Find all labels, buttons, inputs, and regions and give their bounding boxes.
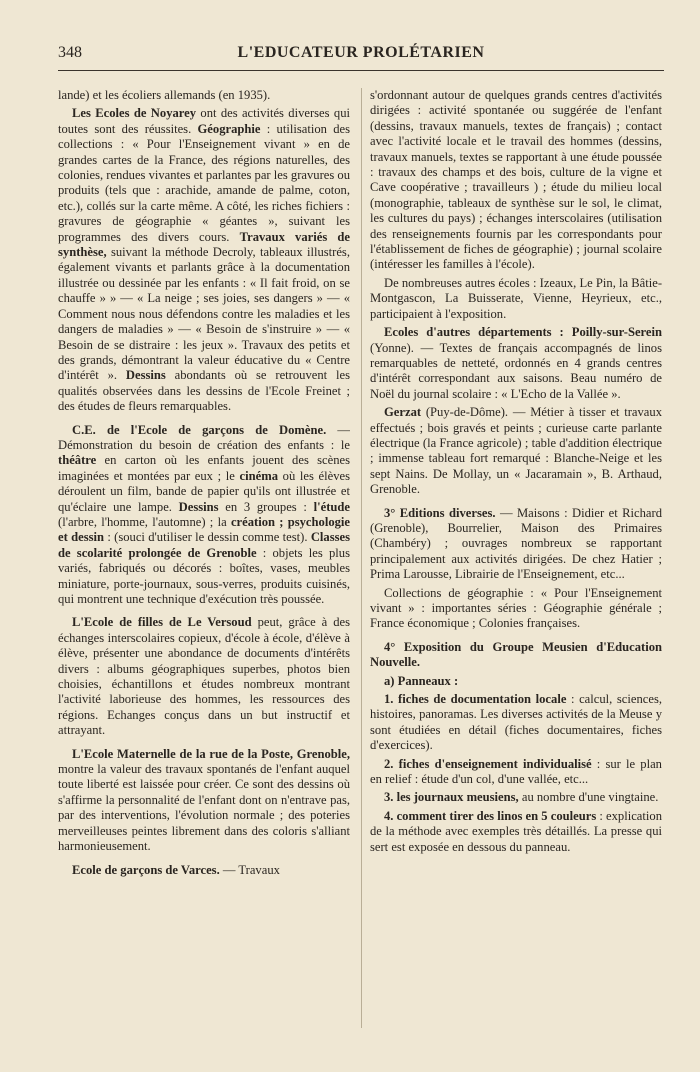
text-run: De nombreuses autres écoles : Izeaux, Le Pin, la Bâtie-Montgascon, La Buisserate, Vienne, Heyrieux, etc., participaient à l'exposition.: [370, 275, 662, 321]
paragraph: [370, 405, 662, 497]
text-run: — Démonstration du besoin de création des enfants : le: [58, 422, 350, 452]
text-run: : explication de la méthode avec exemples très détaillés. La presse qui sert est exposée en dessous du panneau.: [370, 808, 662, 854]
bold-run: création ; psychologie et dessin: [58, 514, 350, 545]
text-run: : utilisation des collections : « Pour l'Enseignement vivant » en de grandes cartes de la France, des régions naturelles, des colonies, rendues vivantes et parlantes par les gravures ou produits (tels que : arachide, amande de palme, coton, etc.), collés sur la carte même. A côté, les riches fichiers : gravures de géographie « géantes », suivant les programmes des divers cours.: [58, 121, 350, 244]
bold-run: théâtre: [58, 453, 97, 468]
text-run: lande) et les écoliers allemands (en 1935).: [58, 88, 271, 102]
bold-run: Gerzat: [384, 405, 422, 420]
text-run: (l'arbre, l'homme, l'automne) ; la: [58, 514, 231, 529]
text-run: s'ordonnant autour de quelques grands centres d'activités dirigées : activité spontanée ou suggérée de l'enfant (dessins, travaux manuels, textes de français) ; contact avec l'activité locale et le travail des hommes (dessins, travaux manuels, textes se rapportant à une étude poussée : travaux des champs et des bois, culture de la vigne et Cave coopérative ; travailleurs ) ; étude du milieu local (monographie, tableaux de synthèse sur le sol, le climat, les cultures du pays) ; échanges interscolaires (utilisation des renseignements fournis par les correspondants pour l'établissement de fiches de géographie) ; journal scolaire (intéresser les familles à l'école).: [370, 88, 662, 272]
bold-run: Dessins: [178, 499, 219, 514]
bold-run: Dessins: [125, 368, 166, 383]
text-run: : (souci d'utiliser le dessin comme test).: [104, 530, 311, 545]
text-run: : calcul, sciences, histoires, panoramas. Les diverses activités de la Meuse y sont étudiées en détail (fiches documentaires, fiches d'exercices).: [370, 692, 662, 753]
text-run: (Yonne). — Textes de français accompagnés de linos remarquables de netteté, ordonnés en 4 grands centres d'intérêt correspondant aux saisons. Beau numéro de Noël du journal scolaire : « L'Echo de la Vallée ».: [370, 340, 662, 401]
running-header: [58, 44, 664, 66]
text-run: en 3 groupes :: [218, 499, 314, 514]
bold-run: 4. comment tirer des linos en 5 couleurs: [384, 808, 597, 823]
right-column: [370, 88, 662, 1032]
bold-run: L'Ecole de filles de Le Versoud: [72, 615, 252, 630]
text-run: où les élèves déroulent un film, bande de papier qu'ils ont illustrée et qu'éclaire une lampe.: [58, 468, 350, 514]
page-number: 348: [58, 44, 82, 61]
paragraph: [58, 863, 350, 878]
bold-run: a) Panneaux :: [384, 673, 459, 688]
paragraph: [370, 674, 662, 689]
bold-run: Géographie: [197, 121, 261, 136]
journal-title: L'EDUCATEUR PROLÉTARIEN: [237, 44, 485, 61]
bold-run: Travaux variés de synthèse,: [58, 229, 350, 260]
paragraph: [370, 692, 662, 754]
text-run: : objets les plus variés, fabriqués ou décorés : boîtes, vases, meubles miniature, porte-journaux, sous-verres, produits cuisinés, qui montrent une technique d'exécution très poussée.: [58, 545, 350, 606]
bold-run: 1. fiches de documentation locale: [384, 692, 567, 707]
bold-run: cinéma: [239, 468, 278, 483]
paragraph: [370, 88, 662, 273]
bold-run: 3. les journaux meusiens,: [384, 790, 519, 805]
text-run: en carton où les enfants jouent des scènes imaginées et montées par eux ; le: [58, 453, 350, 483]
text-run: ont des activités diverses qui toutes sont des réussites.: [58, 106, 350, 136]
bold-run: C.E. de l'Ecole de garçons de Domène.: [72, 422, 327, 437]
paragraph: [370, 586, 662, 632]
bold-run: Ecole de garçons de Varces.: [72, 862, 220, 877]
paragraph: [370, 640, 662, 671]
paragraph: [370, 325, 662, 402]
text-run: abondants où se retrouvent les qualités observées dans les dessins de l'Ecole Freinet ; des études de fleurs remarquables.: [58, 368, 350, 414]
paragraph: [58, 747, 350, 855]
bold-run: 2. fiches d'enseignement individualisé: [384, 756, 592, 771]
header-rule: [58, 70, 664, 71]
text-run: Collections de géographie : « Pour l'Enseignement vivant » : importantes séries : Géographie générale ; France économique ; Colonies françaises.: [370, 585, 662, 631]
article-body: [58, 88, 664, 1032]
bold-run: l'étude: [313, 499, 350, 514]
bold-run: Classes de scolarité prolongée de Grenoble: [58, 530, 350, 560]
text-run: peut, grâce à des échanges interscolaires copieux, d'école à école, d'élève à élève, présenter une abondance de documents d'intérêts divers : albums géographiques superbes, photos bien choisies, échantillons et études nombreux montrant l'activité laborieuse des hommes, les ressources des régions. Echanges conçus dans un but instructif et attrayant.: [58, 615, 350, 738]
bold-run: Ecoles d'autres départements : Poilly-sur-Serein: [384, 325, 662, 340]
paragraph: [58, 106, 350, 414]
bold-run: L'Ecole Maternelle de la rue de la Poste, Grenoble,: [72, 746, 350, 761]
bold-run: 3° Editions diverses.: [384, 505, 496, 520]
bold-run: 4° Exposition du Groupe Meusien d'Education Nouvelle.: [370, 639, 662, 670]
text-run: suivant la méthode Decroly, tableaux illustrés, également vivants et parlants grâce à la documentation illustrée ou dessinée par les enfants : « Il fait froid, on se chauffe » » — « La neige ; ses joies, ses dangers » — « Comment nous nous défendons contre les maladies et les dangers de maladies » — « Besoin de s'instruire » — « Besoin de se distraire : les jeux ». Travaux des petits et des grands, démontrant la valeur éducative du « Centre d'intérêt ».: [58, 245, 350, 383]
paragraph: [370, 757, 662, 788]
text-run: — Maisons : Didier et Richard (Grenoble), Bourrelier, Maison des Primaires (Chambéry) ; ouvrages nombreux se rapportant principalement aux activités dirigées. De chez Hatier ; Prima Larousse, Librairie de l'Enseignement, etc...: [370, 505, 662, 582]
paragraph: [58, 423, 350, 608]
text-run: (Puy-de-Dôme). — Métier à tisser et travaux effectués ; bois gravés et peints ; curieuse carte parlante électrique (la France agricole) ; table d'addition électrique ; immense tableau fort remarqué : Blanche-Neige et les sept Nains. De Mollay, un « Jacaramain », B. Arthaud, Grenoble.: [370, 405, 662, 497]
paragraph: [58, 615, 350, 738]
text-run: : sur le plan en relief : étude d'un col, d'une vallée, etc...: [370, 756, 662, 787]
text-run: — Travaux: [219, 862, 280, 877]
text-run: au nombre d'une vingtaine.: [518, 790, 659, 805]
left-column: [58, 88, 350, 1032]
text-run: montre la valeur des travaux spontanés de l'enfant auquel toute liberté est laissée pour créer. Ce sont des dessins où s'affirme la personnalité de l'enfant dont on n'entrave pas, par des interventions, l'évolution normale ; des poteries merveilleuses peintes librement dans des coloris s'alliant harmonieusement.: [58, 762, 350, 854]
paragraph: [58, 88, 350, 103]
paragraph: [370, 276, 662, 322]
paragraph: [370, 809, 662, 855]
bold-run: Les Ecoles de Noyarey: [72, 106, 197, 121]
paragraph: [370, 506, 662, 583]
paragraph: [370, 790, 662, 805]
